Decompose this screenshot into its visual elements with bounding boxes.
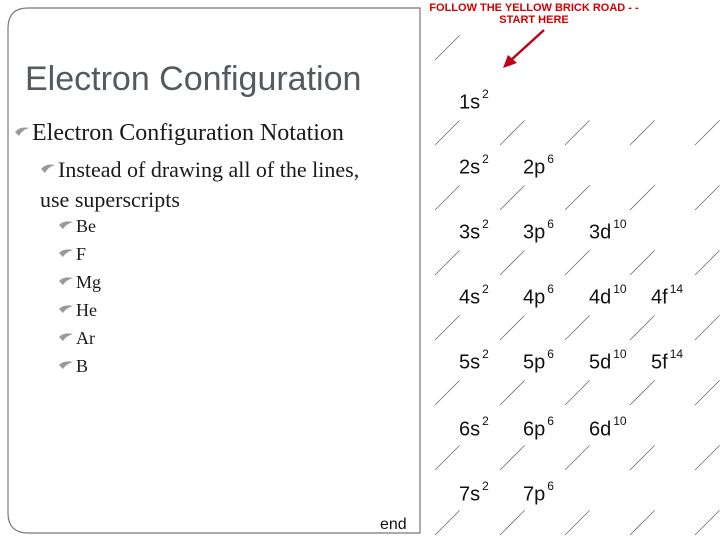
red-arrow-icon (510, 30, 544, 61)
orbital-2p: $2p^6$ (523, 152, 554, 179)
yellow-arrow-icon (500, 445, 525, 470)
element-label: Mg (76, 272, 102, 292)
bullet-mark-icon (58, 242, 74, 263)
orbital-5p: $5p^6$ (523, 347, 554, 374)
yellow-arrow-icon (695, 445, 720, 470)
bullet-mark-icon (58, 214, 74, 235)
yellow-arrow-icon (435, 510, 460, 535)
element-item-b (58, 356, 88, 377)
orbital-2s: $2s^2$ (459, 152, 489, 179)
yellow-arrow-icon (695, 380, 720, 405)
yellow-arrow-icon (630, 185, 655, 210)
yellow-arrow-icon (630, 120, 655, 145)
element-item-mg (58, 272, 101, 293)
yellow-arrow-icon (565, 445, 590, 470)
yellow-arrow-icon (630, 250, 655, 275)
yellow-arrow-icon (565, 250, 590, 275)
yellow-arrow-icon (565, 510, 590, 535)
yellow-arrow-icon (565, 185, 590, 210)
yellow-arrow-icon (435, 445, 460, 470)
orbital-3d: $3d^{10}$ (589, 217, 627, 244)
yellow-arrow-icon (695, 315, 720, 340)
orbital-6s: $6s^2$ (459, 414, 489, 441)
bullet-electron-notation (14, 120, 344, 147)
element-label: B (76, 356, 89, 376)
bullet-mark-icon (58, 270, 74, 291)
orbital-4f: $4f^{14}$ (651, 282, 684, 309)
yellow-arrow-icon (435, 250, 460, 275)
bullet-superscripts (40, 155, 359, 215)
orbital-3p: $3p^6$ (523, 217, 554, 244)
bullet-mark-icon (14, 118, 30, 145)
yellow-arrow-icon (435, 380, 460, 405)
orbital-5f: $5f^{14}$ (651, 347, 684, 374)
bullet-mark-icon (58, 326, 74, 347)
start-here-arrow (503, 30, 544, 68)
note-line-2: START HERE (499, 14, 569, 26)
orbital-4d: $4d^{10}$ (589, 282, 627, 309)
orbital-5s: $5s^2$ (459, 347, 489, 374)
bullet-text-line-2: use superscripts (40, 187, 180, 212)
yellow-arrow-icon (500, 250, 525, 275)
yellow-arrow-icon (500, 315, 525, 340)
yellow-arrow-icon (695, 250, 720, 275)
orbital-6d: $6d^{10}$ (589, 414, 627, 441)
yellow-arrow-icon (695, 185, 720, 210)
slide-title: Electron Configuration (25, 60, 362, 98)
yellow-arrow-icon (500, 185, 525, 210)
orbital-6p: $6p^6$ (523, 414, 554, 441)
element-label: He (76, 300, 97, 320)
orbital-4p: $4p^6$ (523, 282, 554, 309)
yellow-arrow-icon (500, 380, 525, 405)
element-item-be (58, 216, 96, 237)
element-label: F (76, 244, 87, 264)
yellow-arrow-icon (500, 120, 525, 145)
orbital-7s: $7s^2$ (459, 479, 489, 506)
yellow-arrow-icon (565, 120, 590, 145)
orbital-7p: $7p^6$ (523, 479, 554, 506)
bullet-mark-icon (58, 298, 74, 319)
yellow-arrow-icon (565, 315, 590, 340)
bullet-text-line-1: Instead of drawing all of the lines, (58, 157, 360, 182)
yellow-arrow-icon (695, 120, 720, 145)
element-item-ar (58, 328, 95, 349)
yellow-arrow-icon (630, 445, 655, 470)
element-label: Be (76, 216, 96, 236)
orbital-4s: $4s^2$ (459, 282, 489, 309)
end-label: end (380, 516, 407, 533)
bullet-mark-icon (40, 153, 56, 183)
yellow-arrow-icon (695, 510, 720, 535)
element-label: Ar (76, 328, 95, 348)
orbital-3s: $3s^2$ (459, 217, 489, 244)
yellow-arrow-icon (435, 35, 460, 60)
yellow-arrow-icon (435, 185, 460, 210)
yellow-arrow-icon (500, 510, 525, 535)
bullet-text: Electron Configuration Notation (32, 120, 344, 146)
yellow-arrow-icon (630, 315, 655, 340)
yellow-arrow-icon (630, 510, 655, 535)
element-item-he (58, 300, 97, 321)
yellow-arrow-icon (565, 380, 590, 405)
note-line-1: FOLLOW THE YELLOW BRICK ROAD - - (429, 2, 639, 14)
element-item-f (58, 244, 86, 265)
bullet-mark-icon (58, 354, 74, 375)
yellow-arrow-icon (435, 315, 460, 340)
orbital-1s: $1s^2$ (459, 87, 489, 114)
yellow-arrow-icon (435, 120, 460, 145)
start-here-note (400, 2, 668, 26)
yellow-arrow-icon (630, 380, 655, 405)
orbital-5d: $5d^{10}$ (589, 347, 627, 374)
